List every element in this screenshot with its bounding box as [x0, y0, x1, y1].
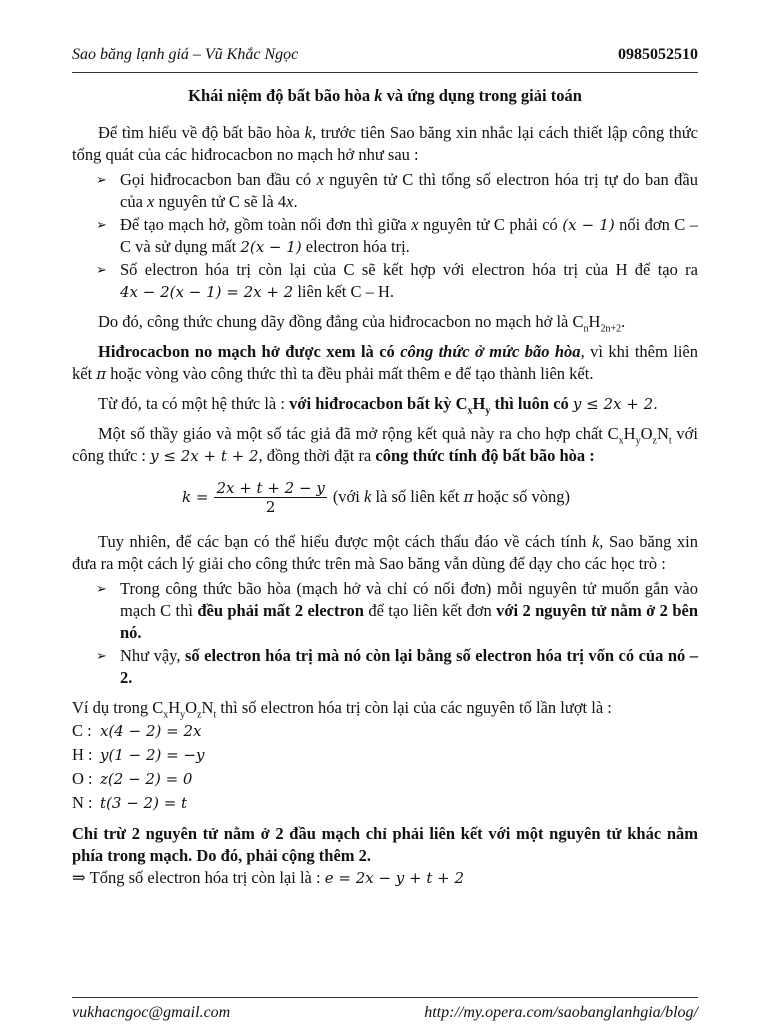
- implies-arrow-icon: ⇒: [72, 868, 86, 887]
- math-expression: (x − 1): [562, 216, 615, 234]
- bullet-list-2: [72, 578, 698, 689]
- page-header: [72, 44, 698, 73]
- math-expression: e = 2x − y + t + 2: [324, 869, 465, 887]
- formula-fraction: [214, 479, 326, 516]
- pi-symbol: π: [96, 365, 107, 383]
- header-phone: 0985052510: [618, 46, 698, 63]
- page-footer: [72, 997, 698, 1024]
- general-formula-paragraph: Do đó, công thức chung dãy đồng đẳng của hiđrocacbon no mạch hở là $C_nH_{2n+2}$.: [98, 312, 626, 335]
- document-body: [72, 122, 698, 889]
- title-text-end: và ứng dụng trong giải toán: [382, 86, 582, 105]
- math-expression: 2(x − 1): [240, 238, 302, 256]
- explain-paragraph: Tuy nhiên, để các bạn có thể hiểu được một cách thấu đáo về cách tính k, Sao băng xin đưa ra một cách lý giải cho công thức trên mà Sao băng vẫn dùng để dạy cho các học trò :: [72, 532, 698, 573]
- conclusion-result: ⇒ Tổng số electron hóa trị còn lại là : e = 2x − y + t + 2: [72, 868, 465, 887]
- saturation-paragraph: Hiđrocacbon no mạch hở được xem là có công thức ở mức bão hòa, vì khi thêm liên kết π hoặc vòng vào công thức thì ta đều phải mất thêm e để tạo thành liên kết.: [72, 342, 698, 383]
- formula-lhs: k =: [182, 488, 209, 506]
- footer-url[interactable]: http://my.opera.com/saobanglanhgia/blog/: [424, 1004, 698, 1021]
- element-row-o: O : z(2 − 2) = 0: [72, 769, 193, 788]
- math-expression: 4x − 2(x − 1) = 2x + 2: [120, 283, 294, 301]
- math-expression: y ≤ 2x + 2.: [572, 395, 658, 413]
- math-expression: y(1 − 2) = −y: [100, 746, 205, 764]
- example-paragraph: Ví dụ trong $C_xH_yO_zN_t$ thì số electron hóa trị còn lại của các nguyên tố lần lượt là :: [72, 698, 612, 721]
- arrow-bullet-icon: ➢: [96, 217, 107, 232]
- arrow-bullet-icon: ➢: [96, 172, 107, 187]
- math-expression: y ≤ 2x + t + 2: [150, 447, 259, 465]
- math-expression: x(4 − 2) = 2x: [100, 722, 202, 740]
- title-text: Khái niệm độ bất bão hòa: [188, 86, 375, 105]
- list-item: ➢ Số electron hóa trị còn lại của C sẽ kết hợp với electron hóa trị của H để tạo ra 4x − 2(x − 1) = 2x + 2 liên kết C – H.: [96, 260, 698, 301]
- formula-note: (với k là số liên kết π hoặc số vòng): [332, 487, 570, 506]
- title-var: k: [374, 86, 383, 105]
- footer-email[interactable]: vukhacngoc@gmail.com: [72, 1004, 231, 1021]
- intro-paragraph: Để tìm hiểu về độ bất bão hòa k, trước tiên Sao băng xin nhắc lại cách thiết lập công thức tổng quát của các hiđrocacbon no mạch hở như sau :: [72, 123, 698, 164]
- element-row-h: H : y(1 − 2) = −y: [72, 745, 205, 764]
- element-row-n: N : t(3 − 2) = t: [72, 793, 188, 812]
- formula-denominator: 2: [265, 497, 276, 516]
- math-expression: t(3 − 2) = t: [100, 794, 188, 812]
- conclusion-bold: Chỉ trừ 2 nguyên tử nằm ở 2 đầu mạch chỉ phải liên kết với một nguyên tử khác nằm phía trong mạch. Do đó, phải cộng thêm 2.: [72, 824, 698, 865]
- arrow-bullet-icon: ➢: [96, 262, 107, 277]
- unsaturation-formula: [182, 477, 698, 517]
- extended-paragraph: Một số thầy giáo và một số tác giả đã mở rộng kết quả này ra cho hợp chất $C_xH_yO_zN_t$ với công thức : y ≤ 2x + t + 2, đồng thời đặt ra công thức tính độ bất bão hòa :: [72, 424, 698, 465]
- element-list: [72, 719, 698, 815]
- math-expression: z(2 − 2) = 0: [100, 770, 193, 788]
- element-row-c: C : x(4 − 2) = 2x: [72, 721, 202, 740]
- header-author: Sao băng lạnh giá – Vũ Khắc Ngọc: [72, 46, 299, 63]
- list-item: ➢ Trong công thức bão hòa (mạch hở và chỉ có nối đơn) mỗi nguyên tử muốn gắn vào mạch C thì đều phải mất 2 electron để tạo liên kết đơn với 2 nguyên tử nằm ở 2 bên nó.: [96, 579, 698, 642]
- list-item: ➢ Gọi hiđrocacbon ban đầu có x nguyên tử C thì tổng số electron hóa trị tự do ban đầu của x nguyên tử C sẽ là 4x.: [96, 170, 698, 211]
- formula-numerator: 2x + t + 2 − y: [216, 478, 325, 497]
- document-title: [72, 85, 698, 107]
- relation-paragraph: Từ đó, ta có một hệ thức là : với hiđrocacbon bất kỳ $C_xH_y$ thì luôn có y ≤ 2x + 2.: [98, 394, 658, 417]
- list-item: ➢ Để tạo mạch hở, gồm toàn nối đơn thì giữa x nguyên tử C phải có (x − 1) nối đơn C – C và sử dụng mất 2(x − 1) electron hóa trị.: [96, 215, 698, 256]
- arrow-bullet-icon: ➢: [96, 581, 107, 596]
- list-item: ➢ Như vậy, số electron hóa trị mà nó còn lại bằng số electron hóa trị vốn có của nó – 2.: [96, 646, 698, 687]
- bullet-list-1: [72, 169, 698, 303]
- arrow-bullet-icon: ➢: [96, 648, 107, 663]
